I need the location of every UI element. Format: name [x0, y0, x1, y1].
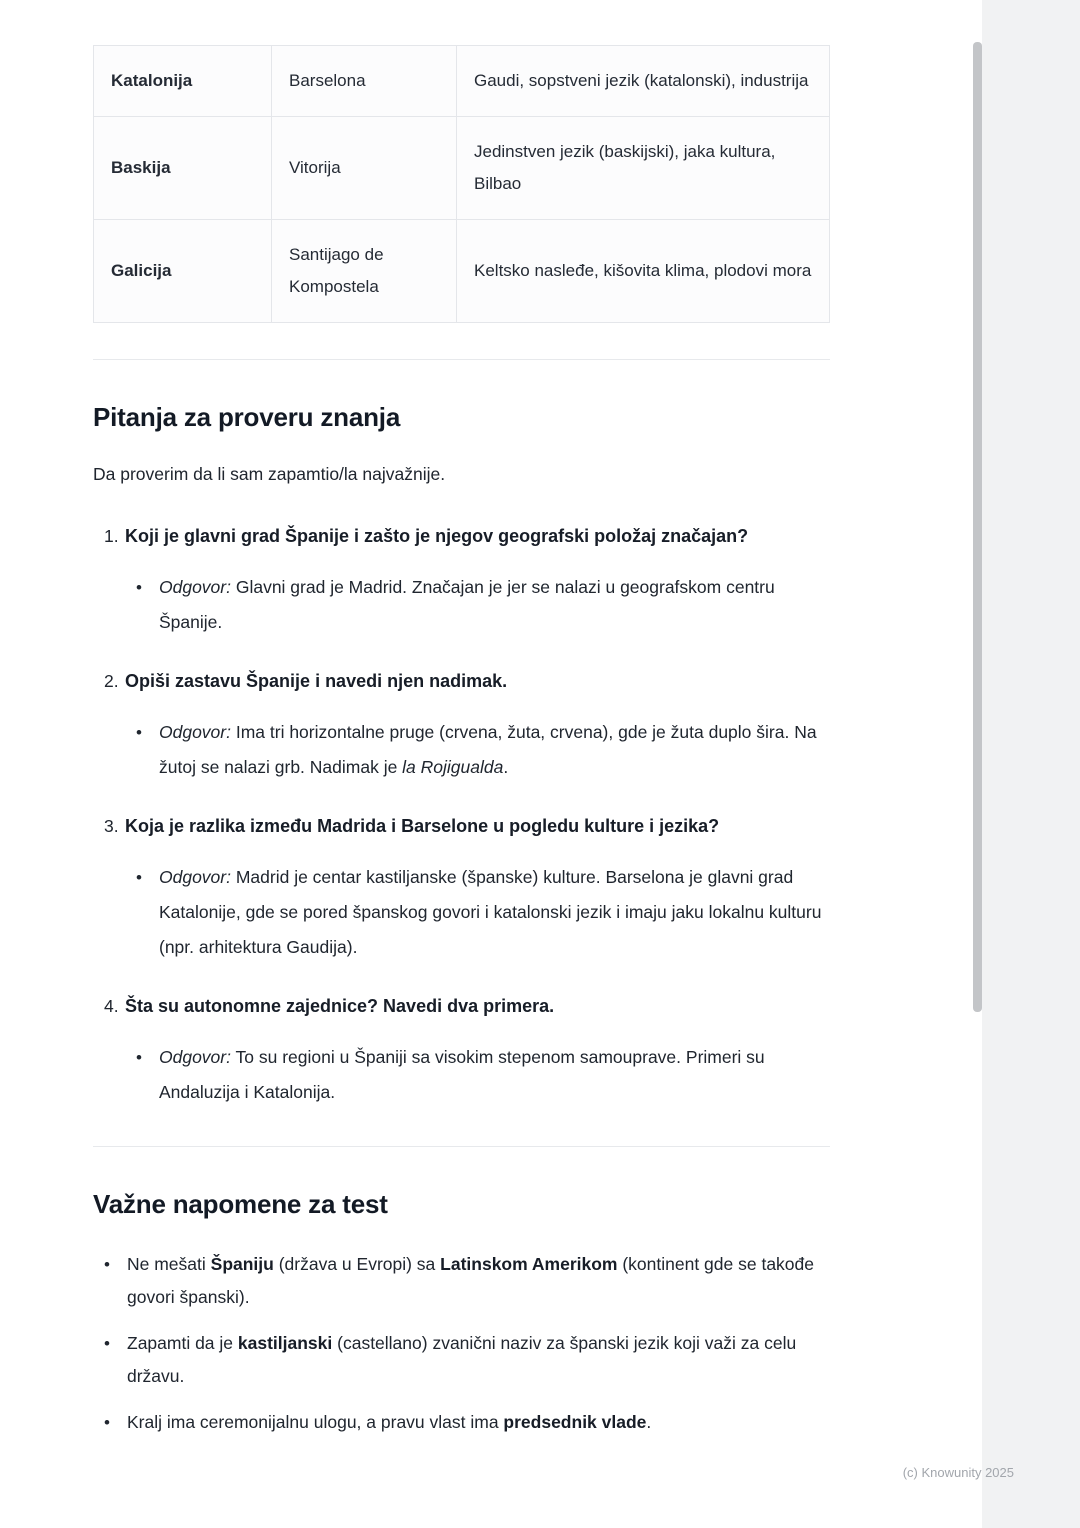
bullet-icon: • [136, 578, 142, 597]
section-divider [93, 359, 830, 360]
question-row [93, 809, 830, 844]
answer-text [159, 1040, 830, 1110]
note-item [104, 1327, 830, 1393]
note-text [127, 1406, 830, 1439]
question-number: 3. [104, 816, 119, 836]
regions-table-body [94, 46, 830, 323]
bullet-icon: • [136, 723, 142, 742]
region-cell: Galicija [94, 220, 272, 323]
notes-section-title: Važne napomene za test [93, 1189, 388, 1219]
table-row [94, 220, 830, 323]
question-text: Koji je glavni grad Španije i zašto je njegov geografski položaj značajan? [125, 526, 749, 546]
question-text: Koja je razlika između Madrida i Barselone u pogledu kulture i jezika? [125, 816, 720, 836]
text-run: Zapamti da je [127, 1333, 238, 1353]
text-run: Glavni grad je Madrid. Značajan je jer se nalazi u geografskom centru Španije. [159, 577, 775, 632]
questions-intro: Da proverim da li sam zapamtio/la najvažnije. [93, 464, 446, 484]
question-number: 2. [104, 671, 119, 691]
text-run: . [646, 1412, 652, 1432]
note-item [104, 1248, 830, 1314]
questions-list [93, 519, 830, 1110]
region-cell: Baskija [94, 117, 272, 220]
features-cell: Gaudi, sopstveni jezik (katalonski), industrija [457, 46, 830, 117]
region-cell: Katalonija [94, 46, 272, 117]
answer-row [136, 715, 830, 785]
text-run: Ima tri horizontalne pruge (crvena, žuta, crvena), gde je žuta duplo šira. Na žutoj se nalazi grb. Nadimak je [159, 722, 817, 777]
answer-text [159, 860, 830, 965]
text-run: . [503, 757, 509, 777]
text-run: (država u Evropi) sa [273, 1254, 441, 1274]
text-run: Ne mešati [127, 1254, 211, 1274]
text-run: Madrid je centar kastiljanske (španske) kulture. Barselona je glavni grad Katalonije, gde se pored španskog govori i katalonski jezik i imaju jaku lokalnu kulturu (npr. arhitektura Gaudija). [159, 867, 822, 957]
question-row [93, 519, 830, 554]
question-text: Opiši zastavu Španije i navedi njen nadimak. [125, 671, 508, 691]
question-row [93, 989, 830, 1024]
bullet-icon: • [136, 868, 142, 887]
table-row [94, 46, 830, 117]
answer-label: Odgovor: [159, 867, 231, 887]
answer-row [136, 1040, 830, 1110]
text-run: Latinskom Amerikom [440, 1254, 618, 1274]
text-run: Kralj ima ceremonijalnu ulogu, a pravu vlast ima [127, 1412, 504, 1432]
text-run: kastiljanski [237, 1333, 333, 1353]
city-cell: Santijago de Kompostela [272, 220, 457, 323]
question-item [93, 809, 830, 965]
features-cell: Jedinstven jezik (baskijski), jaka kultura, Bilbao [457, 117, 830, 220]
regions-table [93, 45, 830, 323]
questions-section-title: Pitanja za proveru znanja [93, 402, 401, 432]
question-text: Šta su autonomne zajednice? Navedi dva primera. [125, 996, 555, 1016]
text-run: To su regioni u Španiji sa visokim stepenom samouprave. Primeri su Andaluzija i Katalonija. [159, 1047, 765, 1102]
text-run: (kontinent gde se takođe govori španski). [127, 1254, 815, 1307]
question-row [93, 664, 830, 699]
note-text [127, 1327, 830, 1393]
answer-row [136, 570, 830, 640]
question-number: 1. [104, 526, 119, 546]
text-run: (castellano) zvanični naziv za španski jezik koji važi za celu državu. [127, 1333, 797, 1386]
table-row [94, 117, 830, 220]
page-gutter [982, 0, 1080, 1528]
answer-label: Odgovor: [159, 722, 231, 742]
city-cell: Vitorija [272, 117, 457, 220]
answer-label: Odgovor: [159, 577, 231, 597]
notes-list [93, 1248, 830, 1439]
text-run: predsednik vlade [503, 1412, 647, 1432]
question-item [93, 519, 830, 640]
watermark: (c) Knowunity 2025 [902, 1465, 1014, 1480]
features-cell: Keltsko nasleđe, kišovita klima, plodovi mora [457, 220, 830, 323]
note-text [127, 1248, 830, 1314]
answer-text [159, 570, 830, 640]
bullet-icon: • [104, 1334, 110, 1353]
bullet-icon: • [136, 1048, 142, 1067]
answer-row [136, 860, 830, 965]
bullet-icon: • [104, 1413, 110, 1432]
document-content [93, 45, 830, 1439]
scrollbar-thumb[interactable] [973, 42, 982, 1012]
bullet-icon: • [104, 1255, 110, 1274]
text-run: Španiju [210, 1254, 274, 1274]
question-item [93, 664, 830, 785]
answer-label: Odgovor: [159, 1047, 231, 1067]
city-cell: Barselona [272, 46, 457, 117]
note-item [104, 1406, 830, 1439]
answer-text [159, 715, 830, 785]
question-item [93, 989, 830, 1110]
text-run: la Rojigualda [402, 757, 504, 777]
section-divider [93, 1146, 830, 1147]
question-number: 4. [104, 996, 119, 1016]
